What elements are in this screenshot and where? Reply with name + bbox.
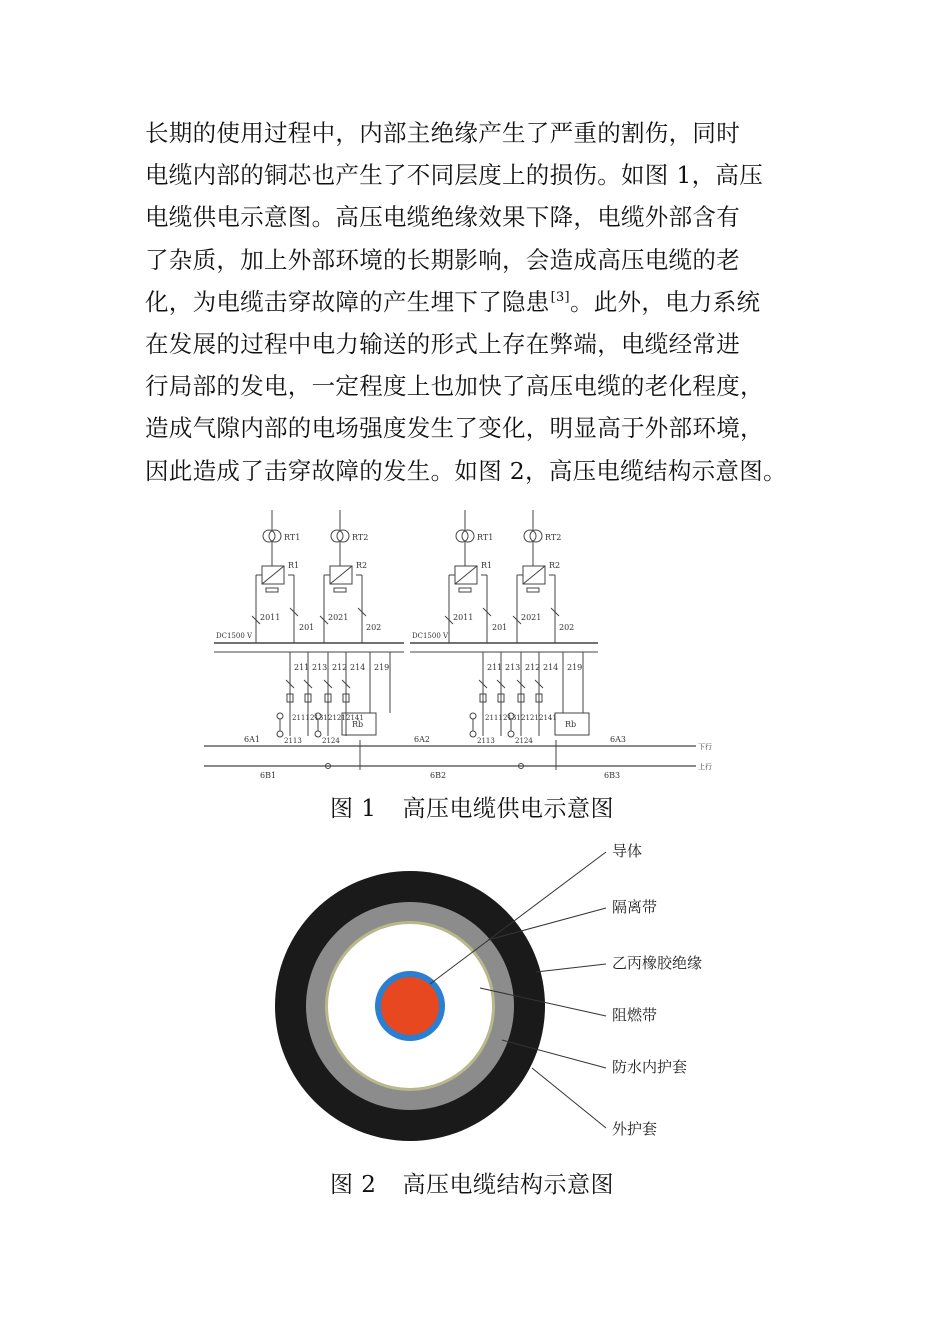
label-down: 下行 — [698, 743, 712, 751]
text-line: 因此造成了击穿故障的发生。如图 2，高压电缆结构示意图。 — [145, 456, 787, 485]
label-213: 213 — [312, 663, 328, 672]
label-213: 213 — [505, 663, 521, 672]
label-dc: DC1500 V — [412, 632, 449, 640]
label-rt2: RT2 — [352, 533, 369, 542]
label-6a2: 6A2 — [414, 735, 430, 744]
label-6a1: 6A1 — [244, 735, 260, 744]
label-202: 202 — [366, 623, 382, 632]
label-rt2: RT2 — [545, 533, 562, 542]
label-2124: 2124 — [322, 737, 340, 745]
label-2111: 2111 — [485, 714, 503, 722]
label-201: 201 — [492, 623, 508, 632]
label-waterproof-inner-sheath: 防水内护套 — [612, 1058, 688, 1076]
label-2131: 2131 — [503, 714, 521, 722]
label-2111: 2111 — [292, 714, 310, 722]
label-2141: 2141 — [539, 714, 557, 722]
conductor-core — [381, 977, 439, 1035]
label-2113: 2113 — [477, 737, 495, 745]
label-6b1: 6B1 — [260, 771, 277, 780]
text-line: 造成气隙内部的电场强度发生了变化，明显高于外部环境， — [145, 414, 764, 443]
label-6b2: 6B2 — [430, 771, 447, 780]
label-r2: R2 — [549, 561, 561, 570]
citation-reference: [3] — [550, 289, 570, 305]
text-line: 电缆供电示意图。高压电缆绝缘效果下降，电缆外部含有 — [145, 203, 740, 232]
label-214: 214 — [543, 663, 559, 672]
label-2021: 2021 — [328, 613, 349, 622]
label-219: 219 — [374, 663, 390, 672]
label-epr-insulation: 乙丙橡胶绝缘 — [612, 954, 703, 972]
label-2131: 2131 — [310, 714, 328, 722]
label-2011: 2011 — [260, 613, 281, 622]
label-219: 219 — [567, 663, 583, 672]
figure2-caption-number: 图 2 — [330, 1172, 377, 1198]
label-212: 212 — [525, 663, 541, 672]
label-dc: DC1500 V — [216, 632, 253, 640]
label-2121: 2121 — [521, 714, 539, 722]
label-flame-retardant-band: 阻燃带 — [612, 1006, 658, 1024]
label-6a3: 6A3 — [610, 735, 626, 744]
label-r1: R1 — [481, 561, 493, 570]
label-2121: 2121 — [328, 714, 346, 722]
label-2124: 2124 — [515, 737, 533, 745]
text-line: 在发展的过程中电力输送的形式上存在弊端，电缆经常进 — [145, 330, 740, 359]
label-rt1: RT1 — [477, 533, 494, 542]
label-201: 201 — [299, 623, 315, 632]
text-line: 电缆内部的铜芯也产生了不同层度上的损伤。如图 1，高压 — [145, 161, 764, 190]
figure1-caption-number: 图 1 — [330, 796, 377, 822]
label-2021: 2021 — [521, 613, 542, 622]
power-supply-diagram — [200, 508, 720, 783]
text-line: 长期的使用过程中，内部主绝缘产生了严重的割伤，同时 — [145, 119, 740, 147]
label-conductor: 导体 — [612, 842, 643, 860]
label-rt1: RT1 — [284, 533, 301, 542]
figure1-caption-text: 高压电缆供电示意图 — [402, 796, 614, 822]
text-line-part: 化，为电缆击穿故障的产生埋下了隐患 — [145, 287, 550, 316]
label-202: 202 — [559, 623, 575, 632]
label-212: 212 — [332, 663, 348, 672]
label-rb: Rb — [352, 720, 364, 729]
cable-structure-diagram — [270, 830, 740, 1150]
label-2011: 2011 — [453, 613, 474, 622]
figure2-caption-text: 高压电缆结构示意图 — [402, 1172, 614, 1198]
label-up: 上行 — [698, 763, 712, 771]
figure1-caption — [330, 790, 614, 823]
label-2113: 2113 — [284, 737, 302, 745]
text-line: 行局部的发电，一定程度上也加快了高压电缆的老化程度， — [145, 372, 764, 401]
body-paragraph — [145, 112, 825, 492]
label-separator: 隔离带 — [612, 898, 658, 916]
label-rb: Rb — [565, 720, 577, 729]
text-line: 了杂质，加上外部环境的长期影响，会造成高压电缆的老 — [145, 245, 740, 274]
text-line-part: 。此外，电力系统 — [569, 287, 761, 316]
label-6b3: 6B3 — [604, 771, 621, 780]
label-2141: 2141 — [346, 714, 364, 722]
figure2-caption — [330, 1166, 614, 1199]
label-r2: R2 — [356, 561, 368, 570]
text-line — [145, 281, 825, 323]
label-214: 214 — [350, 663, 366, 672]
label-r1: R1 — [288, 561, 300, 570]
label-211: 211 — [487, 663, 503, 672]
label-outer-sheath: 外护套 — [612, 1120, 658, 1138]
label-211: 211 — [294, 663, 310, 672]
